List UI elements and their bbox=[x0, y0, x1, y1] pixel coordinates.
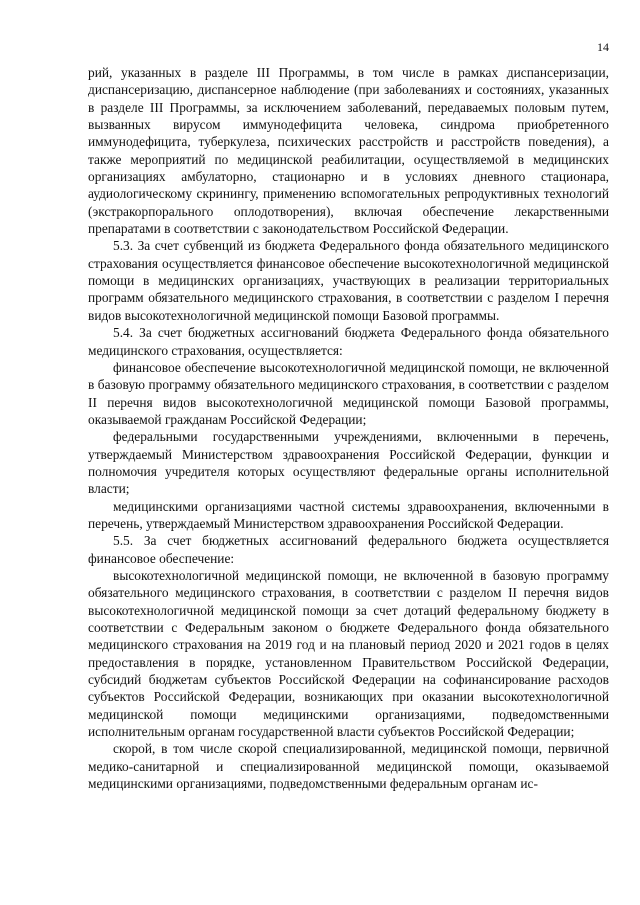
paragraph-continuation: рий, указанных в разделе III Программы, в том числе в рамках диспансеризации, диспансеризацию, диспансерное наблюдение (при заболеваниях и состояниях, указанных в разделе III Программы, за исключением заболеваний, передаваемых половым путем, вызванных вирусом иммунодефицита человека, синдрома приобретенного иммунодефицита, туберкулеза, психических расстройств и расстройств поведения), а также мероприятий по медицинской реабилитации, осуществляемой в медицинских организациях амбулаторно, стационарно и в условиях дневного стационара, аудиологическому скринингу, применению вспомогательных репродуктивных технологий (экстракорпорального оплодотворения), включая обеспечение лекарственными препаратами в соответствии с законодательством Российской Федерации. bbox=[88, 65, 609, 237]
document-body bbox=[88, 64, 609, 792]
paragraph-5-4-item-private-organizations: медицинскими организациями частной системы здравоохранения, включенными в перечень, утверждаемый Министерством здравоохранения Российской Федерации. bbox=[88, 498, 609, 531]
paragraph-5-3: 5.3. За счет субвенций из бюджета Федерального фонда обязательного медицинского страхования осуществляется финансовое обеспечение высокотехнологичной медицинской помощи в медицинских организациях, участвующих в реализации территориальных программ обязательного медицинского страхования, в соответствии с разделом I перечня видов высокотехнологичной медицинской помощи Базовой программы. bbox=[88, 238, 609, 323]
paragraph-5-5-item-high-tech-care: высокотехнологичной медицинской помощи, не включенной в базовую программу обязательного медицинского страхования, в соответствии с разделом II перечня видов высокотехнологичной медицинской помощи за счет дотаций федеральному бюджету в соответствии с Федеральным законом о бюджете Федерального фонда обязательного медицинского страхования на 2019 год и на плановый период 2020 и 2021 годов в целях предоставления в порядке, установленном Правительством Российской Федерации, субсидий бюджетам субъектов Российской Федерации на софинансирование расходов субъектов Российской Федерации, возникающих при оказании высокотехнологичной медицинской помощи медицинскими организациями, подведомственными исполнительным органам государственной власти субъектов Российской Федерации; bbox=[88, 567, 609, 740]
paragraph-5-4-item-federal-institutions: федеральными государственными учреждениями, включенными в перечень, утверждаемый Министерством здравоохранения Российской Федерации, функции и полномочия учредителя которых осуществляют федеральные органы исполнительной власти; bbox=[88, 429, 609, 497]
page-number: 14 bbox=[597, 40, 609, 54]
paragraph-5-5-item-emergency-care: скорой, в том числе скорой специализированной, медицинской помощи, первичной медико-санитарной и специализированной медицинской помощи, оказываемой медицинскими организациями, подведомственными федеральным органам ис- bbox=[88, 741, 609, 792]
paragraph-5-4-item-high-tech-care: финансовое обеспечение высокотехнологичной медицинской помощи, не включенной в базовую программу обязательного медицинского страхования, в соответствии с разделом II перечня видов высокотехнологичной медицинской помощи Базовой программы, оказываемой гражданам Российской Федерации; bbox=[88, 359, 609, 427]
paragraph-5-4: 5.4. За счет бюджетных ассигнований бюджета Федерального фонда обязательного медицинского страхования, осуществляется: bbox=[88, 325, 609, 358]
paragraph-5-5: 5.5. За счет бюджетных ассигнований федерального бюджета осуществляется финансовое обеспечение: bbox=[88, 533, 609, 566]
